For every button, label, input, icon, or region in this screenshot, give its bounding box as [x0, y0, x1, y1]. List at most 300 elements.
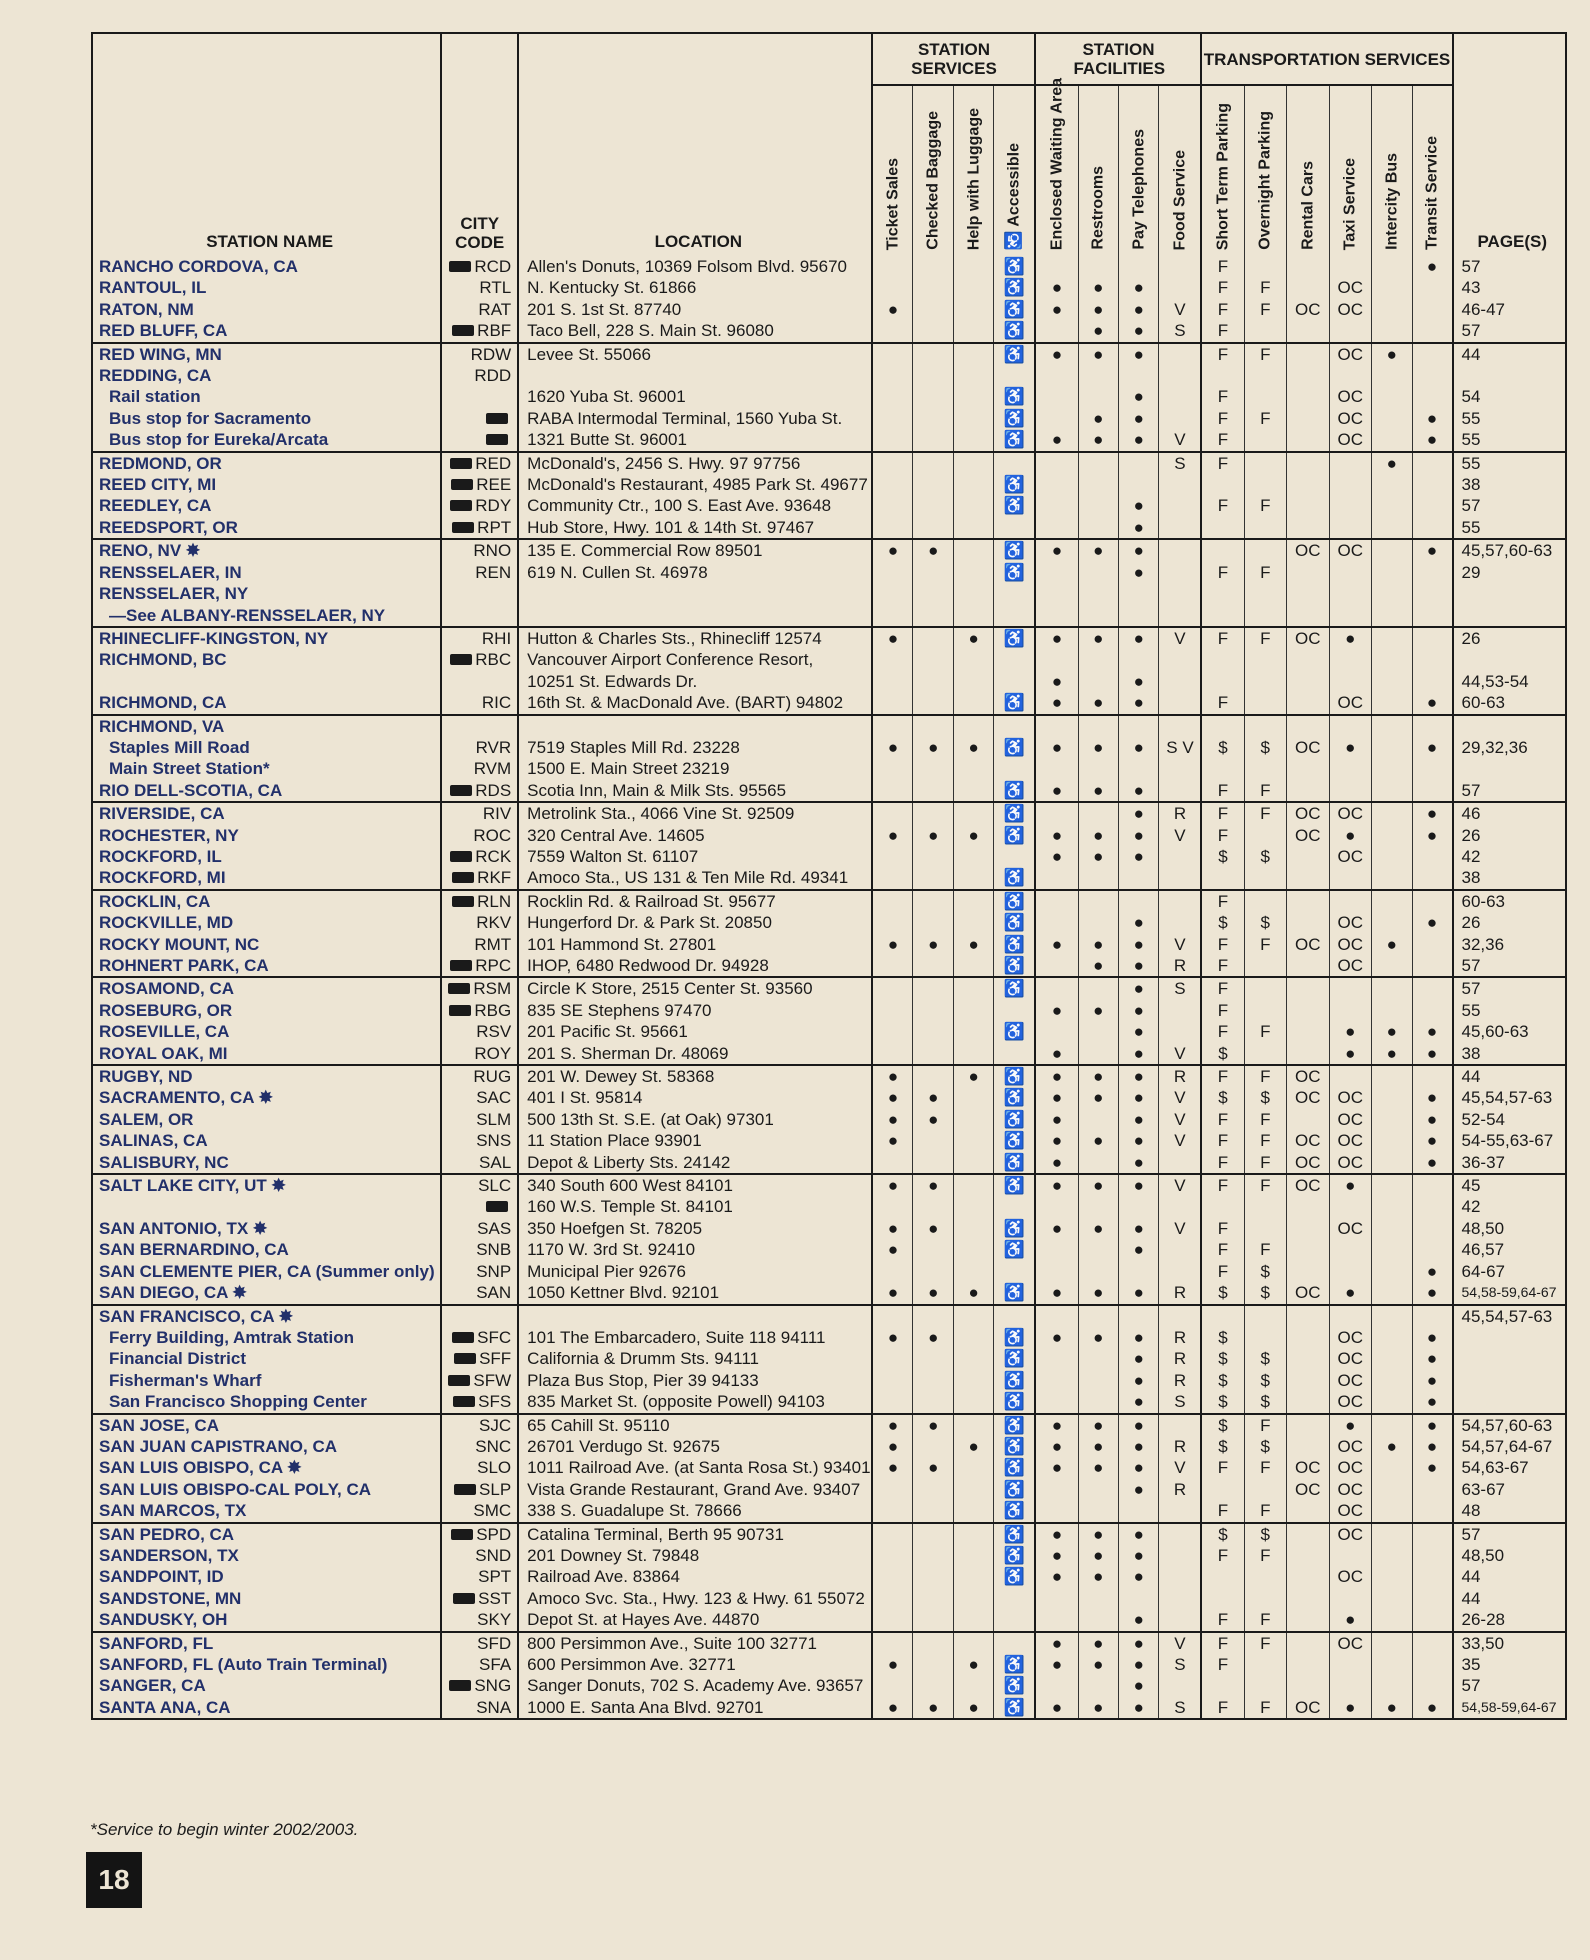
- station-location: Municipal Pier 92676: [518, 1261, 872, 1282]
- service-cell: [953, 517, 993, 539]
- station-location: Hub Store, Hwy. 101 & 14th St. 97467: [518, 517, 872, 539]
- city-code: [441, 1545, 518, 1566]
- service-cell: [1329, 1305, 1372, 1327]
- service-cell: [994, 1609, 1036, 1631]
- service-cell: ●: [1118, 1130, 1158, 1151]
- bus-icon: [449, 261, 471, 272]
- timetable-pages: 55: [1453, 408, 1566, 429]
- service-cell: ●: [1118, 1174, 1158, 1196]
- city-code-text: SST: [478, 1588, 512, 1608]
- station-location: 1050 Kettner Blvd. 92101: [518, 1282, 872, 1304]
- station-name: SAN DIEGO, CA ✸: [92, 1282, 441, 1304]
- service-cell: [1287, 649, 1330, 670]
- service-cell: [1201, 671, 1244, 692]
- service-cell: V: [1159, 299, 1202, 320]
- city-code: [441, 1305, 518, 1327]
- station-row: [92, 1479, 1566, 1500]
- service-cell: [1287, 1305, 1330, 1327]
- city-code: [441, 1523, 518, 1545]
- service-cell: [1118, 867, 1158, 889]
- service-cell: [953, 977, 993, 999]
- service-cell: [913, 495, 953, 516]
- service-cell: [1244, 1675, 1287, 1696]
- service-cell: ●: [1078, 1436, 1118, 1457]
- timetable-pages: 54-55,63-67: [1453, 1130, 1566, 1151]
- service-cell: ●: [1412, 1436, 1452, 1457]
- city-code: [441, 692, 518, 714]
- column-header-checked-baggage: Checked Baggage: [913, 85, 953, 256]
- service-cell: [1412, 299, 1452, 320]
- service-cell: [872, 671, 912, 692]
- city-code: [441, 1065, 518, 1087]
- bus-icon: [452, 325, 474, 336]
- bus-icon: [450, 654, 472, 665]
- service-cell: F: [1244, 627, 1287, 649]
- service-cell: [1035, 1239, 1078, 1260]
- city-code: [441, 1457, 518, 1478]
- city-code: [441, 1000, 518, 1021]
- service-cell: [913, 1566, 953, 1587]
- service-cell: $: [1201, 1282, 1244, 1304]
- service-cell: [953, 758, 993, 779]
- service-cell: ●: [1035, 1152, 1078, 1174]
- service-cell: [1412, 320, 1452, 342]
- service-cell: [1372, 1239, 1412, 1260]
- service-cell: [913, 1348, 953, 1369]
- service-cell: ●: [1412, 1457, 1452, 1478]
- service-cell: [1078, 1021, 1118, 1042]
- service-cell: S: [1159, 320, 1202, 342]
- service-cell: [953, 256, 993, 277]
- bus-icon: [452, 1332, 474, 1343]
- wheelchair-icon: ♿: [994, 1327, 1036, 1348]
- service-cell: $: [1201, 1436, 1244, 1457]
- service-cell: [953, 1000, 993, 1021]
- service-cell: ●: [1372, 1436, 1412, 1457]
- service-cell: ●: [872, 934, 912, 955]
- service-cell: ●: [1118, 1391, 1158, 1413]
- service-cell: ●: [872, 1087, 912, 1108]
- footnote: *Service to begin winter 2002/2003.: [90, 1820, 359, 1839]
- service-cell: [872, 1152, 912, 1174]
- station-name: RUGBY, ND: [99, 1067, 193, 1087]
- bus-icon: [449, 1680, 471, 1691]
- service-cell: ●: [1118, 846, 1158, 867]
- service-cell: OC: [1329, 955, 1372, 977]
- service-cell: [1201, 1566, 1244, 1587]
- service-cell: ●: [872, 1239, 912, 1260]
- service-cell: ●: [872, 627, 912, 649]
- service-cell: [1329, 495, 1372, 516]
- city-code-text: SJC: [479, 1415, 512, 1435]
- station-name: ROCKLIN, CA: [99, 891, 211, 911]
- wheelchair-icon: ♿: [994, 825, 1036, 846]
- service-cell: F: [1201, 1239, 1244, 1260]
- service-cell: [953, 1523, 993, 1545]
- station-location: 201 S. 1st St. 87740: [518, 299, 872, 320]
- service-cell: ●: [1118, 912, 1158, 933]
- service-cell: ●: [1035, 1000, 1078, 1021]
- city-code: [441, 1500, 518, 1522]
- service-cell: ●: [1035, 1282, 1078, 1304]
- station-name: RIVERSIDE, CA: [99, 804, 225, 824]
- timetable-pages: [1453, 1348, 1566, 1369]
- service-cell: [1035, 605, 1078, 627]
- service-cell: [1035, 977, 1078, 999]
- service-cell: [1078, 1391, 1118, 1413]
- service-cell: [1287, 1414, 1330, 1436]
- service-cell: [1287, 605, 1330, 627]
- service-cell: [953, 1305, 993, 1327]
- service-cell: [1078, 1152, 1118, 1174]
- station-name: SAN MARCOS, TX: [92, 1500, 441, 1522]
- wheelchair-icon: ♿: [994, 802, 1036, 824]
- service-cell: [872, 1391, 912, 1413]
- service-cell: [1412, 583, 1452, 604]
- service-cell: [1244, 867, 1287, 889]
- station-row: [92, 1152, 1566, 1174]
- service-cell: [953, 408, 993, 429]
- service-cell: [872, 277, 912, 298]
- service-cell: [872, 343, 912, 365]
- service-cell: $: [1201, 1370, 1244, 1391]
- service-cell: F: [1201, 1109, 1244, 1130]
- timetable-pages: 45,60-63: [1453, 1021, 1566, 1042]
- station-location: Hungerford Dr. & Park St. 20850: [518, 912, 872, 933]
- wheelchair-icon: ♿: [994, 955, 1036, 977]
- station-name: REEDSPORT, OR: [92, 517, 441, 539]
- service-cell: F: [1244, 780, 1287, 802]
- service-cell: [1329, 365, 1372, 386]
- service-cell: [994, 605, 1036, 627]
- timetable-pages: 38: [1453, 867, 1566, 889]
- timetable-pages: [1453, 605, 1566, 627]
- city-code-text: SLC: [478, 1176, 512, 1196]
- city-code: [441, 1043, 518, 1065]
- service-cell: [1372, 495, 1412, 516]
- service-cell: [953, 1196, 993, 1217]
- city-code: [441, 1370, 518, 1391]
- service-cell: [872, 1632, 912, 1654]
- timetable-pages: 44: [1453, 1588, 1566, 1609]
- service-cell: OC: [1329, 299, 1372, 320]
- service-cell: R: [1159, 1282, 1202, 1304]
- station-location: Amoco Svc. Sta., Hwy. 123 & Hwy. 61 55072: [518, 1588, 872, 1609]
- city-code: [441, 277, 518, 298]
- service-cell: ●: [1412, 539, 1452, 561]
- column-header-transit-service: Transit Service: [1412, 85, 1452, 256]
- service-cell: [1372, 605, 1412, 627]
- city-code-text: SAN: [476, 1283, 512, 1303]
- station-row: [92, 365, 1566, 386]
- station-row: [92, 1239, 1566, 1260]
- station-location: [518, 365, 872, 386]
- service-cell: [872, 1196, 912, 1217]
- station-row: [92, 452, 1566, 474]
- station-row: [92, 1391, 1566, 1413]
- column-header-overnight-parking: Overnight Parking: [1244, 85, 1287, 256]
- service-cell: OC: [1329, 1087, 1372, 1108]
- service-cell: [1159, 343, 1202, 365]
- timetable-pages: 57: [1453, 256, 1566, 277]
- service-cell: [1372, 1479, 1412, 1500]
- station-location: Amoco Sta., US 131 & Ten Mile Rd. 49341: [518, 867, 872, 889]
- service-cell: ●: [1035, 1654, 1078, 1675]
- service-cell: [1329, 780, 1372, 802]
- city-code-text: SNC: [475, 1436, 512, 1456]
- service-cell: [1244, 649, 1287, 670]
- service-cell: V: [1159, 1130, 1202, 1151]
- service-cell: [913, 320, 953, 342]
- service-cell: [1078, 1239, 1118, 1260]
- station-name: SALEM, OR: [99, 1109, 194, 1129]
- station-name: SALINAS, CA: [99, 1131, 208, 1151]
- service-cell: V: [1159, 627, 1202, 649]
- service-cell: OC: [1287, 1087, 1330, 1108]
- station-row: [92, 539, 1566, 561]
- station-name: ROCKFORD, IL: [99, 846, 222, 866]
- station-location: 7519 Staples Mill Rd. 23228: [518, 737, 872, 758]
- service-cell: ●: [913, 539, 953, 561]
- timetable-pages: [1453, 1370, 1566, 1391]
- service-cell: [1412, 758, 1452, 779]
- service-cell: F: [1201, 1065, 1244, 1087]
- city-code-text: SKY: [477, 1610, 512, 1630]
- service-cell: [953, 1130, 993, 1151]
- station-location: IHOP, 6480 Redwood Dr. 94928: [518, 955, 872, 977]
- service-cell: F: [1201, 780, 1244, 802]
- city-code-text: SLO: [477, 1458, 512, 1478]
- service-cell: ●: [1035, 846, 1078, 867]
- service-cell: ●: [1078, 320, 1118, 342]
- location-header: LOCATION: [518, 33, 872, 256]
- service-cell: [1035, 715, 1078, 737]
- service-cell: [953, 429, 993, 451]
- city-code: [441, 1654, 518, 1675]
- service-cell: [1078, 583, 1118, 604]
- city-code-text: RPT: [477, 517, 512, 537]
- service-cell: ●: [1035, 277, 1078, 298]
- service-cell: [872, 977, 912, 999]
- timetable-pages: 46-47: [1453, 299, 1566, 320]
- service-cell: OC: [1287, 802, 1330, 824]
- station-name: RANTOUL, IL: [99, 278, 207, 298]
- service-cell: ●: [1329, 1174, 1372, 1196]
- service-cell: [1244, 1566, 1287, 1587]
- service-cell: [1372, 517, 1412, 539]
- wheelchair-icon: ♿: [994, 429, 1036, 451]
- service-cell: [872, 867, 912, 889]
- service-cell: ●: [1035, 825, 1078, 846]
- service-cell: [872, 495, 912, 516]
- timetable-pages: 33,50: [1453, 1632, 1566, 1654]
- service-cell: [1118, 1588, 1158, 1609]
- service-cell: [1078, 495, 1118, 516]
- bus-icon: [450, 500, 472, 511]
- timetable-pages: 54,58-59,64-67: [1453, 1282, 1566, 1304]
- station-row: [92, 583, 1566, 604]
- service-cell: [1372, 1348, 1412, 1369]
- city-code-text: RBC: [475, 650, 512, 670]
- service-cell: [1412, 474, 1452, 495]
- service-cell: [1118, 1196, 1158, 1217]
- wheelchair-icon: ♿: [994, 277, 1036, 298]
- station-row: [92, 1523, 1566, 1545]
- city-code: [441, 1174, 518, 1196]
- page-number: 18: [86, 1852, 142, 1908]
- city-code-text: RKV: [476, 913, 512, 933]
- station-row: [92, 1457, 1566, 1478]
- service-cell: [953, 386, 993, 407]
- service-cell: [1287, 1632, 1330, 1654]
- service-cell: [1412, 934, 1452, 955]
- service-cell: [953, 539, 993, 561]
- service-cell: [1159, 1500, 1202, 1522]
- station-facilities-group-header: STATION FACILITIES: [1035, 33, 1201, 85]
- service-cell: [994, 1196, 1036, 1217]
- city-code-text: SFS: [478, 1392, 512, 1412]
- service-cell: [1329, 977, 1372, 999]
- city-code: [441, 890, 518, 912]
- station-name: SAN PEDRO, CA: [99, 1524, 235, 1544]
- timetable-pages: 46,57: [1453, 1239, 1566, 1260]
- city-code-text: ROC: [473, 825, 512, 845]
- station-row: [92, 1087, 1566, 1108]
- service-cell: ●: [953, 737, 993, 758]
- service-cell: ●: [1078, 1130, 1118, 1151]
- service-cell: ●: [1372, 1697, 1412, 1719]
- service-cell: ●: [953, 627, 993, 649]
- transportation-services-group-header: TRANSPORTATION SERVICES: [1201, 33, 1452, 85]
- station-name: ROCKY MOUNT, NC: [99, 934, 260, 954]
- station-row: [92, 780, 1566, 802]
- service-cell: ●: [1118, 539, 1158, 561]
- timetable-pages: 44: [1453, 343, 1566, 365]
- station-row: [92, 343, 1566, 365]
- service-cell: $: [1201, 912, 1244, 933]
- service-cell: [913, 1065, 953, 1087]
- service-cell: [1287, 1500, 1330, 1522]
- station-row: [92, 1697, 1566, 1719]
- service-cell: [953, 1152, 993, 1174]
- service-cell: F: [1244, 1697, 1287, 1719]
- service-cell: [1078, 867, 1118, 889]
- service-cell: [1287, 452, 1330, 474]
- service-cell: [872, 1348, 912, 1369]
- service-cell: ●: [1329, 1414, 1372, 1436]
- service-cell: [913, 1000, 953, 1021]
- service-cell: ●: [1412, 1043, 1452, 1065]
- service-cell: [1412, 649, 1452, 670]
- service-cell: [1244, 1654, 1287, 1675]
- service-cell: [1329, 474, 1372, 495]
- service-cell: [1412, 517, 1452, 539]
- service-cell: [953, 1174, 993, 1196]
- service-cell: [1372, 1282, 1412, 1304]
- service-cell: [1244, 1000, 1287, 1021]
- service-cell: [1201, 605, 1244, 627]
- service-cell: F: [1244, 1500, 1287, 1522]
- service-cell: ●: [1078, 1218, 1118, 1239]
- service-cell: F: [1201, 1545, 1244, 1566]
- timetable-pages: [1453, 649, 1566, 670]
- station-name: REDDING, CA: [99, 366, 212, 386]
- service-cell: [1287, 1675, 1330, 1696]
- service-cell: [872, 452, 912, 474]
- service-cell: ●: [1118, 1000, 1158, 1021]
- city-code: [441, 495, 518, 516]
- service-cell: [953, 1218, 993, 1239]
- service-cell: [1035, 758, 1078, 779]
- service-cell: [994, 452, 1036, 474]
- service-cell: [913, 715, 953, 737]
- service-cell: ●: [1118, 1239, 1158, 1260]
- service-cell: ●: [1372, 343, 1412, 365]
- service-cell: [953, 780, 993, 802]
- station-name: San Francisco Shopping Center: [92, 1391, 441, 1413]
- service-cell: [1244, 1305, 1287, 1327]
- station-name: Financial District: [109, 1349, 246, 1369]
- service-cell: [1372, 715, 1412, 737]
- service-cell: ●: [1118, 692, 1158, 714]
- wheelchair-icon: ♿: [994, 977, 1036, 999]
- station-location: 65 Cahill St. 95110: [518, 1414, 872, 1436]
- service-cell: ●: [1118, 1632, 1158, 1654]
- service-cell: ●: [1118, 1414, 1158, 1436]
- station-name: —See ALBANY-RENSSELAER, NY: [92, 605, 441, 627]
- service-cell: OC: [1287, 1479, 1330, 1500]
- service-cell: [1118, 256, 1158, 277]
- service-cell: V: [1159, 1087, 1202, 1108]
- wheelchair-icon: ♿: [994, 1370, 1036, 1391]
- station-name-header: STATION NAME: [206, 232, 334, 251]
- service-cell: F: [1201, 627, 1244, 649]
- service-cell: ●: [1078, 539, 1118, 561]
- service-cell: [1078, 452, 1118, 474]
- station-name: SAN ANTONIO, TX ✸: [99, 1218, 268, 1238]
- service-cell: [1412, 955, 1452, 977]
- city-code: [441, 365, 518, 386]
- service-cell: [1244, 1196, 1287, 1217]
- service-cell: [1287, 277, 1330, 298]
- city-code-text: RIV: [482, 804, 512, 824]
- service-cell: [1244, 671, 1287, 692]
- station-location: 835 SE Stephens 97470: [518, 1000, 872, 1021]
- service-cell: ●: [1412, 1391, 1452, 1413]
- service-cell: ●: [1372, 1021, 1412, 1042]
- service-cell: ●: [1118, 1087, 1158, 1108]
- service-cell: ●: [953, 1065, 993, 1087]
- station-name: RIO DELL-SCOTIA, CA: [92, 780, 441, 802]
- service-cell: [913, 692, 953, 714]
- service-cell: ●: [1118, 1021, 1158, 1042]
- city-code-text: SFF: [479, 1349, 512, 1369]
- service-cell: ●: [1035, 539, 1078, 561]
- service-cell: [1412, 365, 1452, 386]
- service-cell: [1035, 912, 1078, 933]
- timetable-pages: [1453, 1391, 1566, 1413]
- station-location: 1170 W. 3rd St. 92410: [518, 1239, 872, 1260]
- service-cell: [1035, 1391, 1078, 1413]
- station-name: SACRAMENTO, CA ✸: [99, 1088, 273, 1108]
- station-location: 350 Hoefgen St. 78205: [518, 1218, 872, 1239]
- service-cell: [1287, 386, 1330, 407]
- service-cell: [1159, 671, 1202, 692]
- service-cell: V: [1159, 1174, 1202, 1196]
- station-location: 10251 St. Edwards Dr.: [518, 671, 872, 692]
- service-cell: [1412, 1566, 1452, 1587]
- service-cell: ●: [1118, 627, 1158, 649]
